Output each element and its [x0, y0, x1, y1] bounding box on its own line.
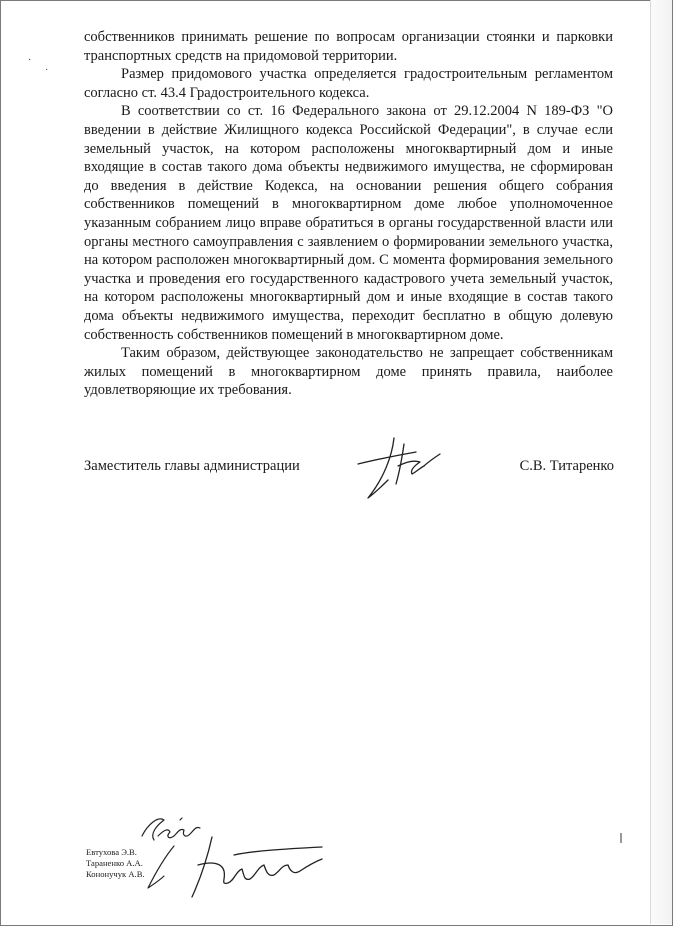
signer-name: С.В. Титаренко: [519, 458, 614, 474]
margin-mark: [620, 833, 622, 843]
scan-speck: ·: [28, 55, 32, 66]
paragraph-conclusion: Таким образом, действующее законодательство не запрещает собственникам жилых помещений в многоквартирном доме принять правила, наиболее удовлетворяющие их требования.: [84, 345, 613, 399]
scan-speck: ·: [45, 65, 49, 76]
executor-name: Кононучук А.В.: [86, 869, 145, 879]
paragraph-plot-size: Размер придомового участка определяется градостроительным регламентом согласно ст. 43.4 Градостроительного кодекса.: [84, 66, 613, 101]
signature-row: [84, 458, 614, 478]
handwritten-signature: [354, 436, 444, 506]
scan-edge: [650, 0, 672, 924]
paragraph-federal-law: В соответствии со ст. 16 Федерального закона от 29.12.2004 N 189-ФЗ "О введении в действие Жилищного кодекса Российской Федерации", в случае если земельный участок, на котором расположены многоквартирный дом и иные входящие в состав такого дома объекты недвижимого имущества, не сформирован до введения в действие Кодекса, на основании решения общего собрания собственников помещений в многоквартирном доме любое уполномоченное указанным собранием лицо вправе обратиться в органы государственной власти или органы местного самоуправления с заявлением о формировании земельного участка, на котором расположен многоквартирный дом. С момента формирования земельного участка и проведения его государственного кадастрового учета земельный участок, на котором расположены многоквартирный дом и иные входящие в состав такого дома объекты недвижимого имущества, переходит бесплатно в общую долевую собственность собственников помещений в многоквартирном доме.: [84, 103, 613, 343]
executor-name: Тараненко А.А.: [86, 858, 143, 868]
executors-list: [86, 847, 145, 880]
handwritten-initials: [182, 835, 332, 905]
letter-body: [84, 28, 613, 400]
signer-position: Заместитель главы администрации: [84, 458, 300, 474]
paragraph-continuation: собственников принимать решение по вопросам организации стоянки и парковки транспортных средств на придомовой территории.: [84, 29, 613, 64]
executor-name: Евтухова Э.В.: [86, 847, 137, 857]
